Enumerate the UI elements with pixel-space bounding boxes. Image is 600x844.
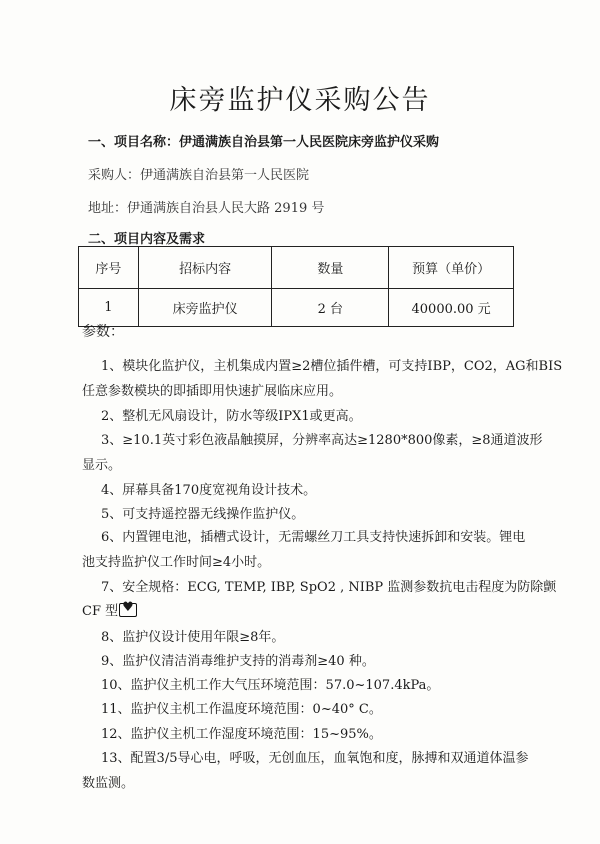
param-item: 9、监护仪清洁消毒维护支持的消毒剂≥40 种。	[101, 654, 375, 669]
param-item-continued: 数监测。	[82, 776, 135, 791]
table-header-cell: 序号	[79, 247, 139, 289]
param-item: 11、监护仪主机工作温度环境范围：0~40° C。	[101, 702, 382, 717]
param-item-continued: 显示。	[82, 458, 122, 473]
param-item-continued	[82, 600, 522, 619]
param-item-continued: 池支持监护仪工作时间≥4小时。	[82, 555, 271, 570]
param-item: 5、可支持遥控器无线操作监护仪。	[101, 507, 305, 522]
defibrillation-proof-cf-heart-icon	[119, 603, 137, 617]
table-header-row	[79, 247, 514, 289]
table-row	[79, 289, 514, 327]
buyer-line	[88, 164, 309, 183]
project-name-value: 伊通满族自治县第一人民医院床旁监护仪采购	[179, 135, 440, 150]
project-name-line	[88, 131, 439, 150]
table-header-cell: 预算（单价）	[389, 247, 514, 289]
page-title: 床旁监护仪采购公告	[169, 85, 431, 116]
param-item-continued: 任意参数模块的即插即用快速扩展临床应用。	[82, 384, 343, 399]
requirements-table	[78, 246, 514, 327]
table-cell: 40000.00 元	[389, 289, 514, 327]
param-item: 4、屏幕具备170度宽视角设计技术。	[101, 483, 317, 498]
table-header-cell: 数量	[272, 247, 389, 289]
param-item: 1、模块化监护仪，主机集成内置≥2槽位插件槽，可支持IBP，CO2，AG和BIS	[101, 359, 563, 374]
buyer-value: 伊通满族自治县第一人民医院	[140, 168, 310, 183]
param-item: 12、监护仪主机工作湿度环境范围：15~95%。	[101, 727, 382, 742]
param-item: 7、安全规格：ECG, TEMP, IBP, SpO2 , NIBP 监测参数抗电击程度为防除颤	[101, 580, 557, 595]
table-cell: 2 台	[272, 289, 389, 327]
section-heading-content: 二、项目内容及需求	[88, 232, 206, 247]
project-name-label: 一、项目名称：	[88, 135, 180, 150]
param-item: 3、≥10.1英寸彩色液晶触摸屏，分辨率高达≥1280*800像素，≥8通道波形	[101, 433, 543, 448]
table-header-cell: 招标内容	[138, 247, 272, 289]
table-cell: 床旁监护仪	[138, 289, 272, 327]
param-item: 2、整机无风扇设计，防水等级IPX1或更高。	[101, 409, 362, 424]
params-label: 参数：	[82, 324, 124, 340]
buyer-label: 采购人：	[88, 168, 141, 183]
table-cell: 1	[79, 289, 139, 327]
param-item: 6、内置锂电池，插槽式设计，无需螺丝刀工具支持快速拆卸和安装。锂电	[101, 530, 526, 545]
cf-type-text: CF 型	[82, 604, 119, 619]
address-label: 地址：	[88, 201, 128, 216]
param-item: 10、监护仪主机工作大气压环境范围：57.0~107.4kPa。	[101, 678, 440, 693]
param-item: 8、监护仪设计使用年限≥8年。	[101, 630, 285, 645]
param-item: 13、配置3/5导心电，呼吸，无创血压，血氧饱和度，脉搏和双通道体温参	[101, 751, 529, 766]
address-line	[88, 197, 324, 216]
address-value: 伊通满族自治县人民大路 2919 号	[127, 201, 325, 216]
